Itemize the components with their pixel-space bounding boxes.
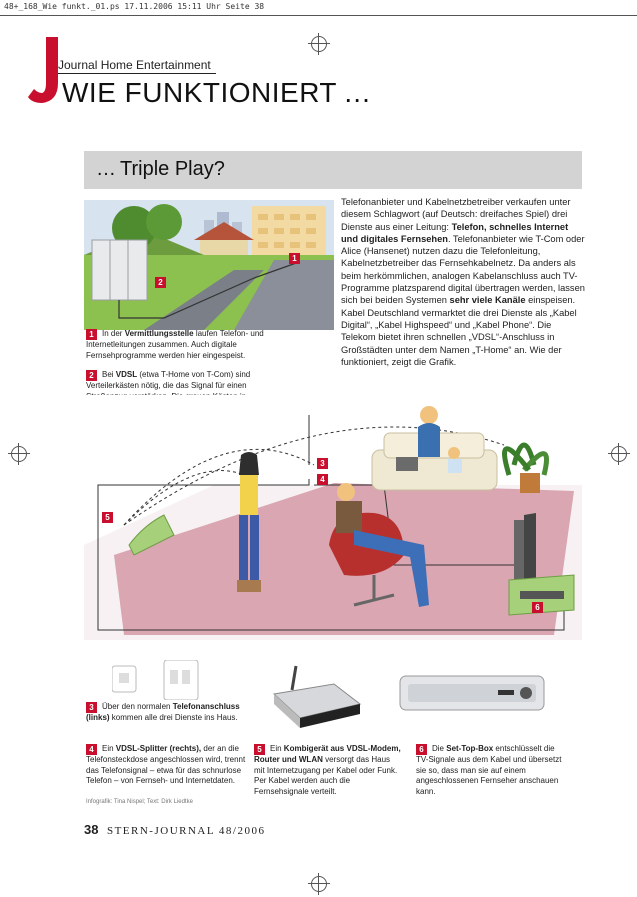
modem-router <box>268 660 363 730</box>
note-2: 2 Bei VDSL (etwa T-Home von T-Com) sind Verteilerkästen nötig, die das Signal für einen <box>86 370 251 390</box>
note-6: 6 Die Set-Top-Box entschlüsselt die TV-Signale aus dem Kabel und übersetzt sie so, dass man sie auf einem angeschlossenen Fernseher anschauen kann. <box>416 744 562 796</box>
page-number: 38 <box>84 822 99 837</box>
intro-text: Telefonanbieter und Kabelnetzbetreiber verkaufen unter diesem Schlagwort (auf Deutsch: dreifaches Spiel) drei Dienste aus einer Leitung: Telefon, schnelles Internet und digitales Fernsehen. Telefonanbieter wie T-Com oder Alice (Hansenet) nutzen dazu die Telefonleitung, Kabelnetzbetreiber das Fernsehkabelnetz. Da anders als beim herkömmlichen, analogen Kabelanschluss auch TV-Programme platzsparend digital übertragen werden, lassen sich bei beiden Systemen sehr viele Kanäle einspeisen. Kabel Deutschland vermarktet die drei Dienste als „Kabel Digital“, „Kabel Highspeed“ und „Kabel Phone“. Die Telekom bietet ihren schnellen „VDSL“-Anschluss in Großstädten unter dem Namen „T-Home“ an. Wie der funktioniert, zeigt die Grafik. <box>341 197 585 367</box>
note-4: 4 Ein VDSL-Splitter (rechts), der an die Telefonsteckdose angeschlossen wird, trennt das Telefonsignal – etwa für das schnurlose Telefon – von Fernseh- und Internetdaten. <box>86 744 246 786</box>
registration-mark <box>311 876 327 892</box>
callout-2: 2 <box>155 277 166 288</box>
publication: STERN-JOURNAL 48/2006 <box>106 825 266 837</box>
street-illustration <box>84 200 334 330</box>
divider <box>58 73 216 74</box>
crop-line <box>0 15 637 16</box>
callout-3: 3 <box>317 458 328 469</box>
section-title: … Triple Play? <box>96 158 225 180</box>
print-header: 48+_168_Wie funkt._01.ps 17.11.2006 15:11 Uhr Seite 38 <box>4 2 265 11</box>
note-5: 5 Ein Kombigerät aus VDSL-Modem, Router und WLAN versorgt das Haus mit Internetzugang per Kabel oder Funk. Per Kabel werden auch die Fernsehsignale verteilt. <box>254 744 401 796</box>
set-top-box <box>398 670 548 720</box>
note-3: 3 Über den normalen Telefonanschluss (links) kommen alle drei Dienste ins Haus. <box>86 702 240 722</box>
page-title: WIE FUNKTIONIERT … <box>62 77 372 108</box>
note-1: 1 In der Vermittlungsstelle laufen Telefon- und Internetleitungen zusammen. Auch digitale Fernsehprogramme werden hier eingespeist. <box>86 329 264 360</box>
phone-socket-and-splitter <box>112 660 202 700</box>
page-footer <box>84 822 265 837</box>
callout-4: 4 <box>317 474 328 485</box>
callout-1: 1 <box>289 253 300 264</box>
callout-5: 5 <box>102 512 113 523</box>
graphic-credit: Infografik: Tina Nispel; Text: Dirk Liedtke <box>86 799 193 805</box>
registration-mark <box>311 36 327 52</box>
house-illustration <box>84 395 582 640</box>
registration-mark <box>611 446 627 462</box>
journal-label: Journal Home Entertainment <box>58 58 211 72</box>
registration-mark <box>11 446 27 462</box>
callout-6: 6 <box>532 602 543 613</box>
